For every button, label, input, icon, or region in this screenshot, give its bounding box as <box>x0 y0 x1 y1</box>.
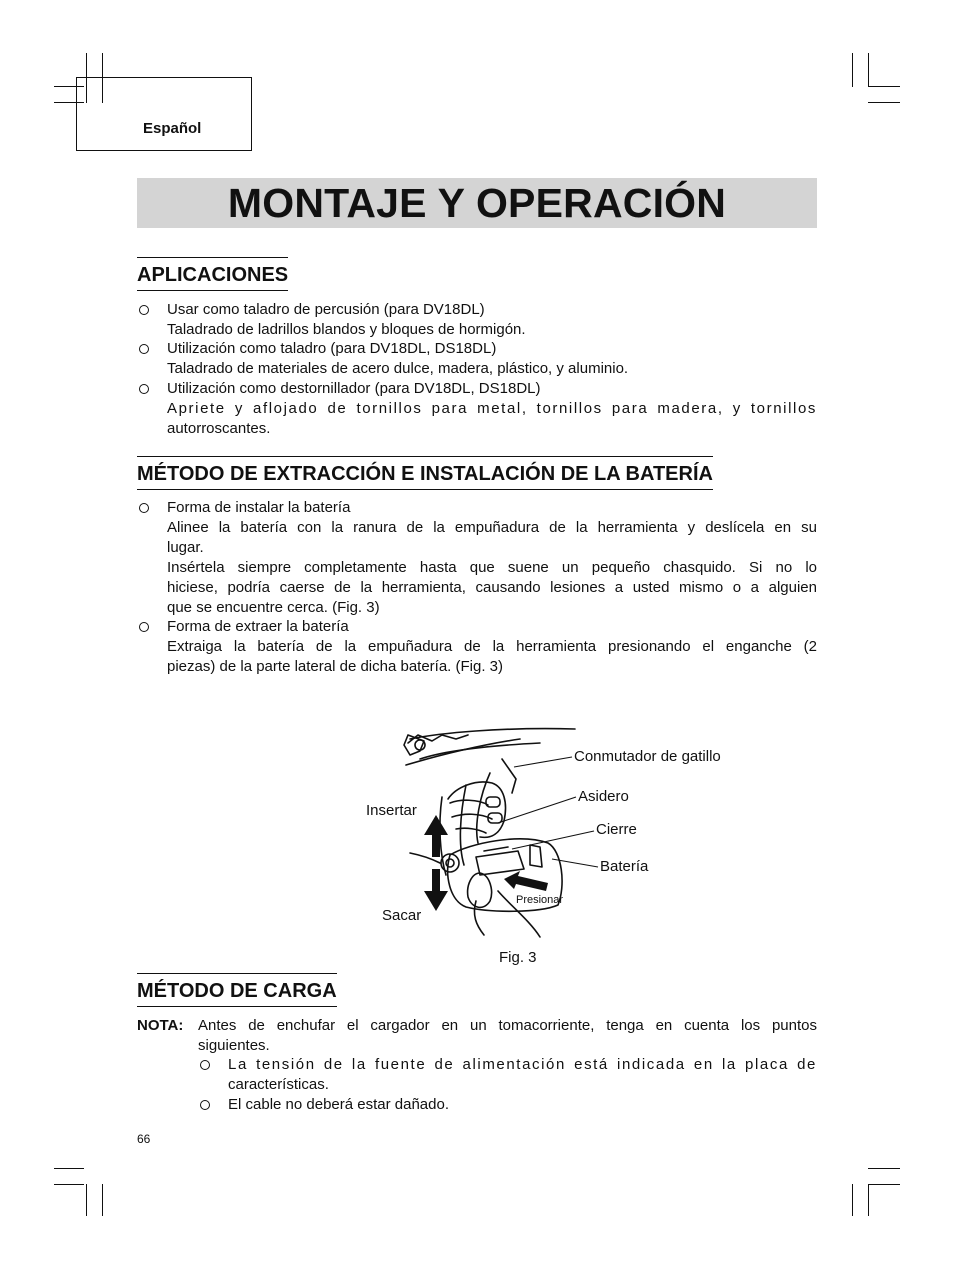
aplicacion-1-line1: Usar como taladro de percusión (para DV18DL) <box>167 301 485 318</box>
extraer-line2: piezas) de la parte lateral de dicha batería. (Fig. 3) <box>167 658 504 675</box>
carga-item-2-line1: El cable no deberá estar dañado. <box>228 1096 449 1113</box>
crop-mark <box>54 1168 84 1169</box>
instalar-line4: hiciese, podría caerse de la herramienta, causando lesiones a usted mismo o a alguien <box>167 579 817 596</box>
page-title: MONTAJE Y OPERACIÓN <box>227 180 727 226</box>
crop-mark <box>86 1184 87 1216</box>
crop-mark <box>868 1184 900 1185</box>
instalar-line2: lugar. <box>167 539 204 556</box>
language-tab <box>76 77 252 151</box>
figure-label-insertar: Insertar <box>366 802 417 819</box>
figure-label-sacar: Sacar <box>382 907 422 924</box>
nota-line2: siguientes. <box>198 1037 270 1054</box>
extraer-line1: Extraiga la batería de la empuñadura de la herramienta presionando el enganche (2 <box>167 638 817 655</box>
instalar-title: Forma de instalar la batería <box>167 499 351 516</box>
crop-mark <box>868 53 869 87</box>
bullet-icon <box>139 622 149 632</box>
aplicacion-1-line2: Taladrado de ladrillos blandos y bloques de hormigón. <box>167 321 526 338</box>
bullet-icon <box>139 305 149 315</box>
language-label: Español <box>143 120 202 137</box>
crop-mark <box>868 1168 900 1169</box>
section-heading-bateria: MÉTODO DE EXTRACCIÓN E INSTALACIÓN DE LA BATERÍA <box>137 456 713 490</box>
bullet-icon <box>200 1100 210 1110</box>
aplicacion-2-line1: Utilización como taladro (para DV18DL, DS18DL) <box>167 340 497 357</box>
figure-label-asidero: Asidero <box>578 788 629 805</box>
figure-label-cierre: Cierre <box>596 821 637 838</box>
crop-mark <box>852 53 853 87</box>
bullet-icon <box>200 1060 210 1070</box>
aplicacion-3-line2: Apriete y aflojado de tornillos para metal, tornillos para madera, y tornillos <box>167 400 817 417</box>
crop-mark <box>852 1184 853 1216</box>
figure-caption: Fig. 3 <box>499 949 537 966</box>
bullet-icon <box>139 384 149 394</box>
section-heading-carga: MÉTODO DE CARGA <box>137 973 337 1007</box>
carga-item-1-line2: características. <box>228 1076 329 1093</box>
bullet-icon <box>139 344 149 354</box>
carga-item-1-line1: La tensión de la fuente de alimentación está indicada en la placa de <box>228 1056 817 1073</box>
figure-label-conmutador: Conmutador de gatillo <box>574 748 721 765</box>
page-title-bar <box>137 178 817 228</box>
crop-mark <box>868 1184 869 1216</box>
instalar-line5: que se encuentre cerca. (Fig. 3) <box>167 599 380 616</box>
nota-label: NOTA: <box>137 1017 184 1034</box>
aplicacion-3-line1: Utilización como destornillador (para DV18DL, DS18DL) <box>167 380 541 397</box>
instalar-line1: Alinee la batería con la ranura de la empuñadura de la herramienta y deslícela en su <box>167 519 817 536</box>
aplicacion-2-line2: Taladrado de materiales de acero dulce, madera, plástico, y aluminio. <box>167 360 629 377</box>
crop-mark <box>102 1184 103 1216</box>
crop-mark <box>54 1184 84 1185</box>
nota-line1: Antes de enchufar el cargador en un tomacorriente, tenga en cuenta los puntos <box>198 1017 817 1034</box>
instalar-line3: Insértela siempre completamente hasta que suene un pequeño chasquido. Si no lo <box>167 559 817 576</box>
figure-label-bateria: Batería <box>600 858 649 875</box>
figure-label-presionar: Presionar <box>516 894 564 906</box>
section-heading-aplicaciones: APLICACIONES <box>137 257 288 291</box>
page-number: 66 <box>137 1132 151 1146</box>
extraer-title: Forma de extraer la batería <box>167 618 349 635</box>
crop-mark <box>868 102 900 103</box>
aplicacion-3-line3: autorroscantes. <box>167 420 271 437</box>
bullet-icon <box>139 503 149 513</box>
crop-mark <box>868 86 900 87</box>
